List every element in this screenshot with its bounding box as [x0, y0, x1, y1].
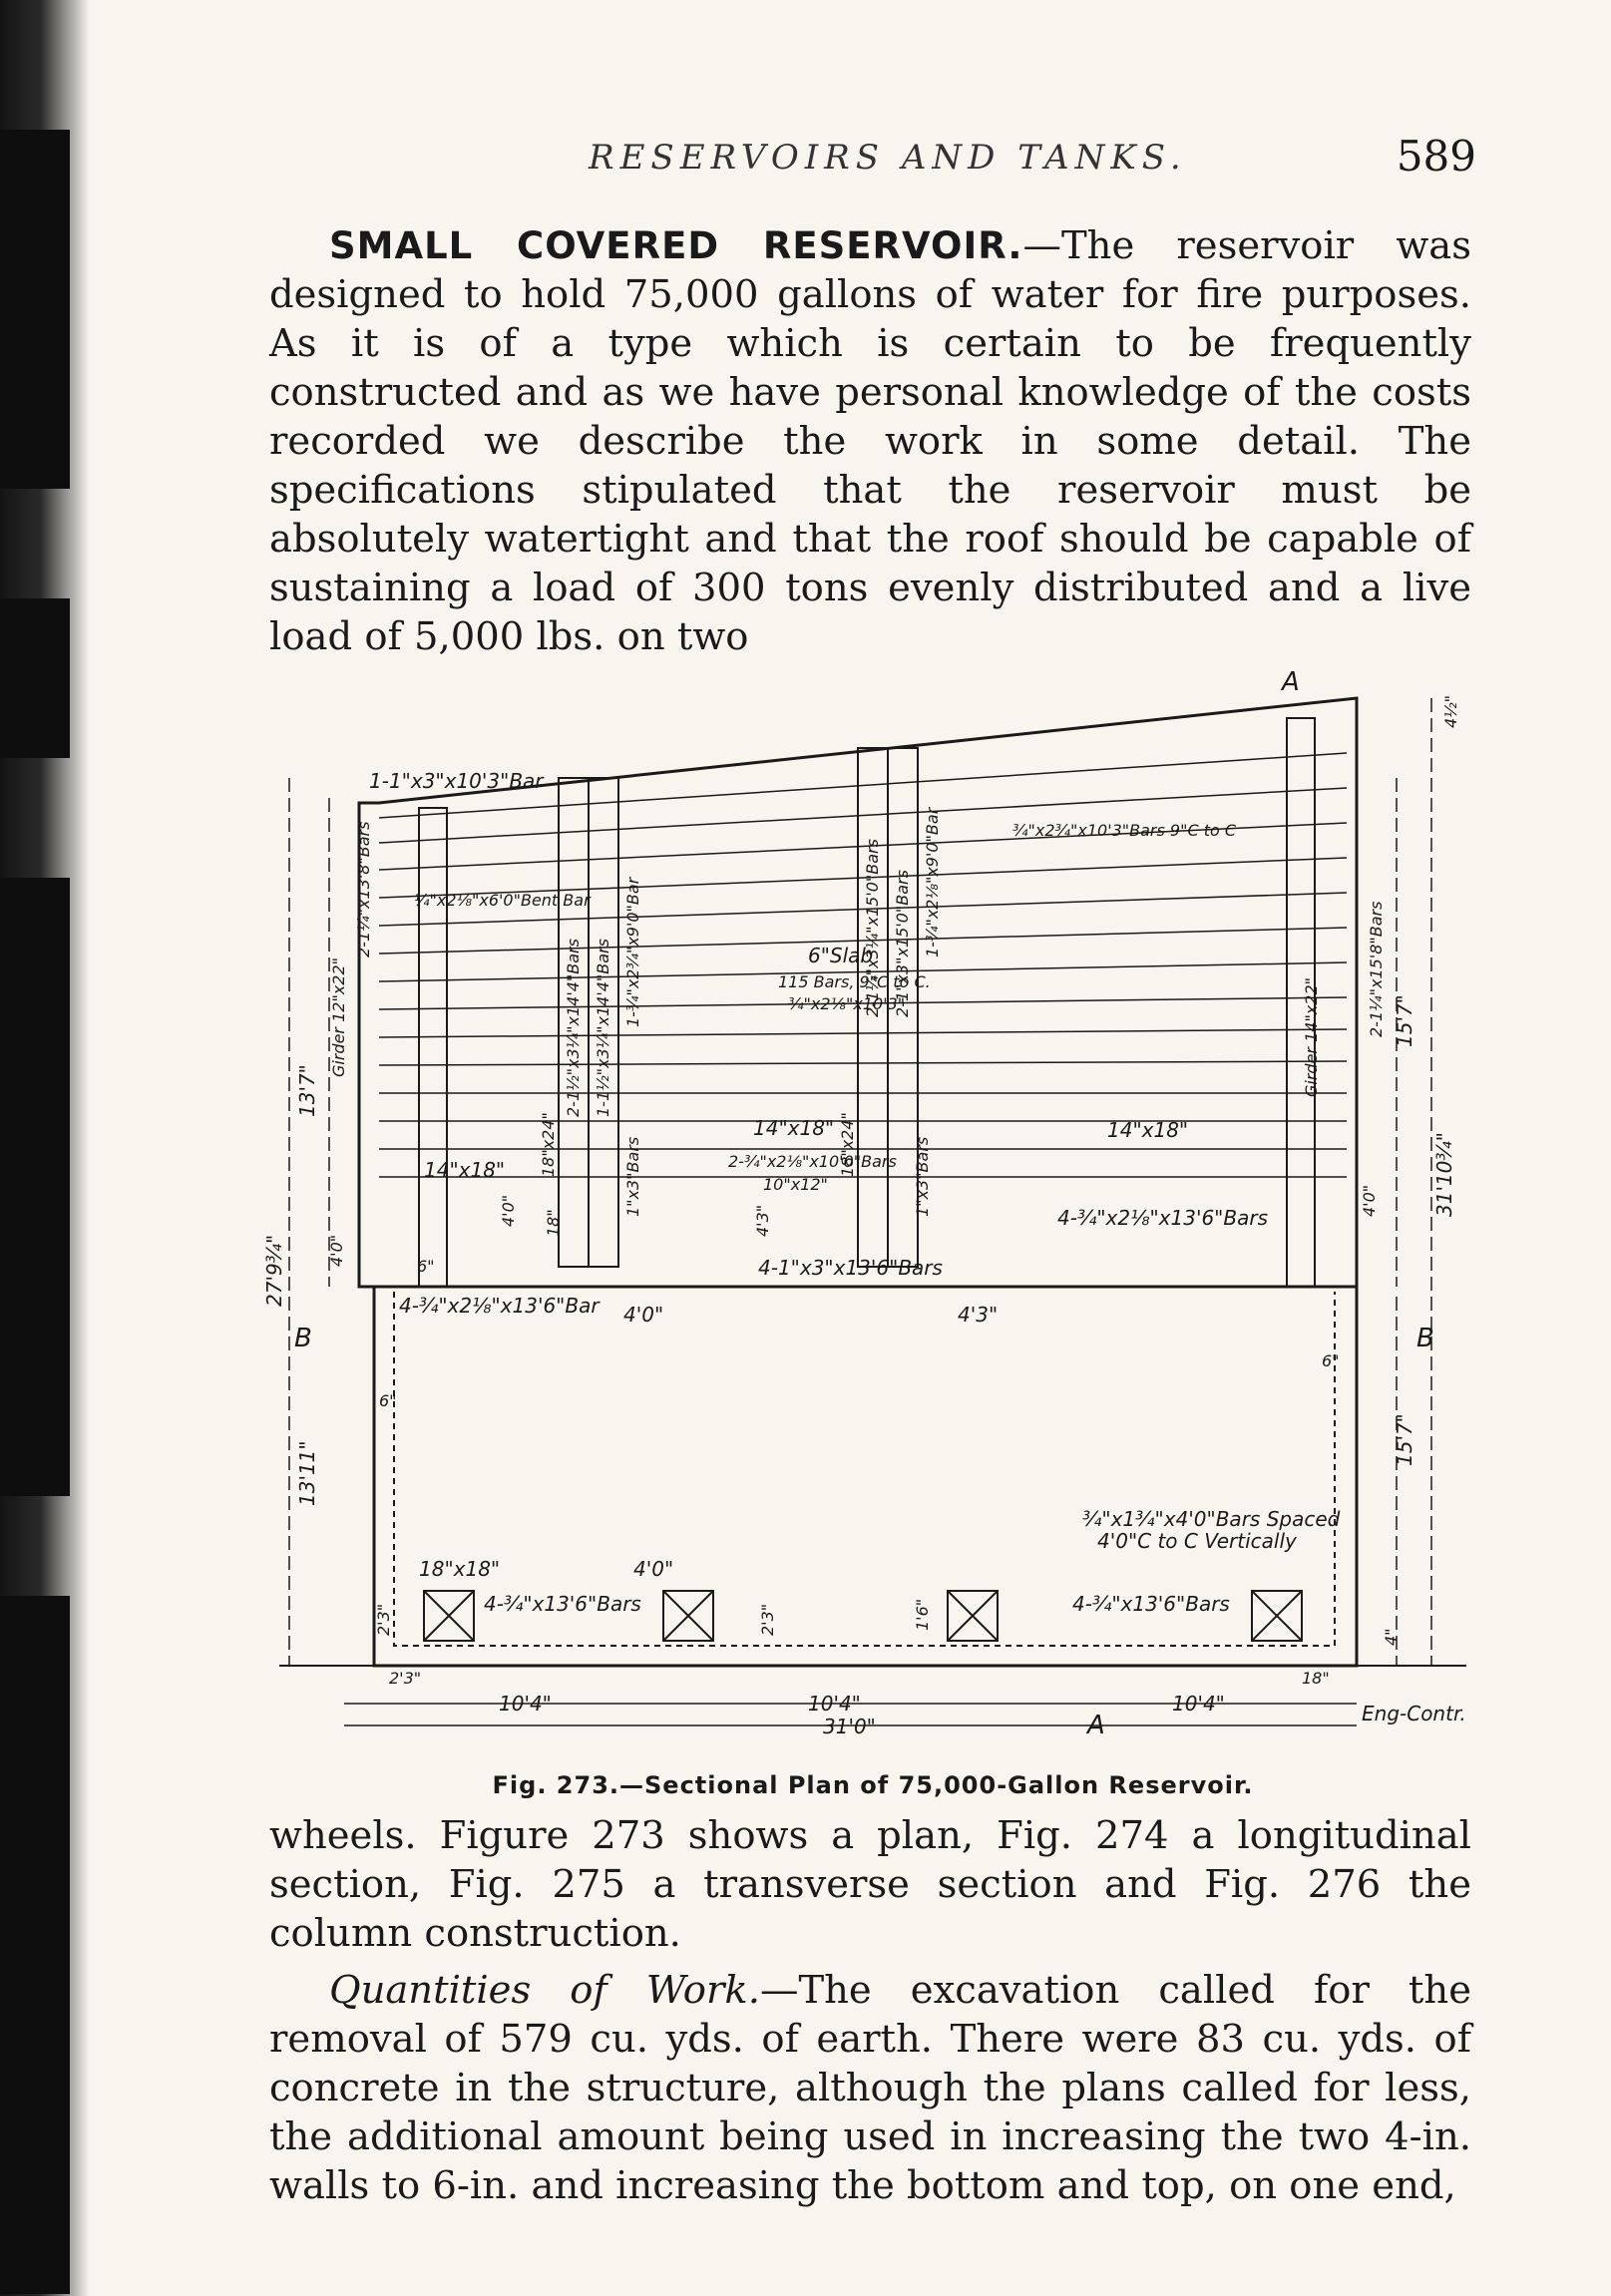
figure-caption: Fig. 273.—Sectional Plan of 75,000-Gallon Reservoir. [492, 1771, 1254, 1799]
label-bars-4-13-b: 4-¾"x13'6"Bars [1072, 1592, 1230, 1616]
section-heading: SMALL COVERED RESERVOIR. [329, 224, 1023, 267]
binding-dark-band [0, 1596, 70, 2294]
label-bars-4-right: 4-¾"x2⅛"x13'6"Bars [1057, 1206, 1268, 1230]
label-beam-14x18-b: 14"x18" [424, 1158, 506, 1182]
label-col-3bars-a: 1"x3"Bars [623, 1136, 642, 1217]
section-b-left: B [294, 1324, 312, 1353]
label-dim-10-4-a: 10'4" [499, 1692, 552, 1716]
label-bars-10x12: 10"x12" [763, 1175, 828, 1194]
label-col-bars-5: 2-1"x3"x15'0"Bars [893, 870, 912, 1017]
reservoir-plan-drawing [262, 658, 1476, 1740]
label-dim-6-b: 6" [1322, 1351, 1340, 1370]
label-dim-18: 18" [544, 1209, 563, 1237]
label-col-18x18: 18"x18" [419, 1557, 501, 1581]
section-b-right: B [1416, 1324, 1434, 1353]
label-bars-4-1x3: 4-1"x3"x13'6"Bars [758, 1256, 943, 1280]
label-col-bars-6: 1-¾"x2⅛"x9'0"Bar [923, 807, 942, 957]
label-col-3bars-b: 1"x3"Bars [913, 1136, 932, 1217]
label-right-vert-bars: 2-1¼"x15'8"Bars [1367, 901, 1386, 1037]
label-dim-4-3-a: 4'3" [958, 1303, 999, 1327]
label-bent-bar: ¼"x2⅛"x6'0"Bent Bar [414, 891, 591, 910]
label-dim-10-4-b: 10'4" [808, 1692, 861, 1716]
label-dim-4: 4" [1382, 1628, 1401, 1646]
label-col-bars-3: 1-¾"x2¾"x9'0"Bar [623, 877, 642, 1027]
label-dim-4-0-b: 4'0" [499, 1194, 518, 1227]
label-col-bars-4: 2-1¼"x3¼"x15'0"Bars [863, 839, 882, 1017]
label-dim-4-3-b: 4'3" [753, 1204, 772, 1237]
label-dim-1-6: 1'6" [913, 1598, 932, 1631]
label-dim-27-9: 27'9¾" [262, 1234, 286, 1307]
label-beam-18x24-a: 18"x24" [539, 1112, 558, 1177]
label-bars-left-vert: 2-1¼"x13'8"Bars [354, 821, 373, 957]
label-dim-6-c: 6" [379, 1391, 397, 1410]
continuation-para-1: wheels. Figure 273 shows a plan, Fig. 274 a longitudinal section, Fig. 275 a transverse section and Fig. 276 the column construction. [269, 1813, 1471, 1956]
label-spaced-bars: ¾"x1¾"x4'0"Bars Spaced [1082, 1507, 1341, 1531]
label-slab-bars: 115 Bars, 9"C to C. [778, 972, 931, 991]
label-dim-18-b: 18" [1302, 1669, 1330, 1688]
label-girder-left: Girder 12"x22" [329, 957, 348, 1077]
quantities-text: —The excavation called for the removal of 579 cu. yds. of earth. There were 83 cu. yds. of concrete in the structure, although the plans called for less, the additional amount being used in increasing the two 4-in. walls to 6-in. and increasing the bottom and top, on one end, [269, 1968, 1471, 2208]
label-bars-4-left: 4-¾"x2⅛"x13'6"Bar [399, 1294, 600, 1318]
label-beam-14x18-a: 14"x18" [753, 1116, 835, 1140]
continuation-text [269, 1811, 1471, 2210]
label-dim-31-0: 31'0" [823, 1715, 876, 1738]
label-dim-13-7: 13'7" [295, 1064, 319, 1117]
label-beam-14x18-c: 14"x18" [1107, 1118, 1189, 1142]
label-bars-2-10: 2-¾"x2⅛"x10'0"Bars [728, 1152, 897, 1171]
running-title: RESERVOIRS AND TANKS. [589, 138, 1187, 178]
quantities-heading: Quantities of Work. [329, 1968, 760, 2013]
label-dim-31-10: 31'10¾" [1432, 1132, 1456, 1217]
page-number: 589 [1396, 132, 1476, 181]
binding-dark-band [0, 598, 70, 758]
binding-dark-band [0, 878, 70, 1496]
label-dim-4-0-d: 4'0" [1360, 1184, 1379, 1217]
label-dim-15-7-a: 15'7" [1393, 994, 1416, 1047]
label-dim-15-7-b: 15'7" [1393, 1413, 1416, 1466]
label-beam-18x24-b: 18"x24" [838, 1112, 857, 1177]
label-dim-2-3-c: 2'3" [758, 1603, 777, 1636]
binding-dark-band [0, 130, 70, 489]
section-a-bottom: A [1087, 1711, 1105, 1740]
label-dim-4-0-a: 4'0" [623, 1303, 664, 1327]
label-dim-13-11: 13'11" [295, 1440, 319, 1506]
label-girder-right: Girder 14"x22" [1302, 977, 1321, 1097]
label-credit: Eng-Contr. [1362, 1702, 1466, 1725]
label-dim-4-0-c: 4'0" [327, 1234, 346, 1267]
label-col-bars-1: 2-1½"x3¼"x14'4"Bars [564, 939, 583, 1117]
label-bar-top: 1-1"x3"x10'3"Bar [369, 769, 544, 793]
label-dim-2-3-a: 2'3" [389, 1669, 422, 1688]
label-dim-4-0-e: 4'0" [633, 1557, 674, 1581]
intro-paragraph [269, 221, 1471, 661]
label-dim-4-half: 4½" [1441, 694, 1460, 728]
label-slab-bar-size: ¾"x2⅛"x10'3" [788, 994, 906, 1013]
reservoir-plan-figure [262, 658, 1476, 1740]
label-dim-6-a: 6" [417, 1257, 435, 1276]
label-slab: 6"Slab [808, 944, 874, 967]
section-a-top: A [1282, 667, 1300, 697]
label-bars-9c-right: ¾"x2¾"x10'3"Bars 9"C to C [1012, 821, 1237, 840]
label-dim-2-3-b: 2'3" [374, 1603, 393, 1636]
label-col-bars-2: 1-1½"x3¼"x14'4"Bars [594, 939, 612, 1117]
label-bars-4-13-a: 4-¾"x13'6"Bars [484, 1592, 641, 1616]
running-head [269, 132, 1476, 182]
label-spaced-bars-2: 4'0"C to C Vertically [1097, 1529, 1297, 1553]
label-dim-10-4-c: 10'4" [1172, 1692, 1225, 1716]
intro-text: —The reservoir was designed to hold 75,000 gallons of water for fire purposes. As it is of a type which is certain to be frequently constructed and as we have personal knowledge of the costs recorded we describe the work in some detail. The specifications stipulated that the reservoir must be absolutely watertight and that the roof should be capable of sustaining a load of 300 tons evenly distributed and a live load of 5,000 lbs. on two [269, 223, 1472, 659]
